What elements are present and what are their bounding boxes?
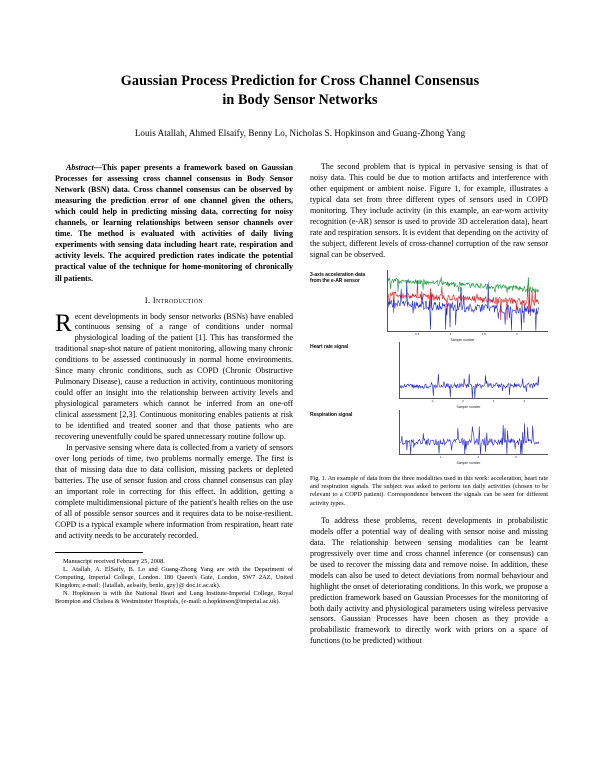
abstract-lead-label: Abstract— — [66, 163, 102, 173]
right-paragraph-1: The second problem that is typical in pervasive sensing is that of noisy data. This could be due to motion artifacts and interference with other equipment or ambient noise. Figure 1, for example, illustrates a typical data set from three different types of sensors used in COPD monitoring. They include activity (in this example, an ear-worn activity recognition (e-AR) sensor is used to provide 3D acceleration data), heart rate and respiration sensors. It is evident that depending on the activity of the subject, different levels of cross-channel corruption of the raw sensor signal can be observed. — [310, 162, 548, 260]
abstract-text: This paper presents a framework based on Gaussian Processes for assessing cross channel consensus in Body Sensor Network (BSN) data. Cross channel consensus can be observed by measuring the prediction error of one channel given the others, which could help in predicting missing data, correcting for noisy channels, or learning relationships between sensor channels over time. The method is evaluated with activities of daily living experiments with sensing data including heart rate, respiration and activity levels. The acquired prediction rates indicate the potential practical value of the technique for home-monitoring of chronically ill patients. — [55, 163, 293, 283]
x-axis-label-acceleration: Sample number — [450, 337, 475, 342]
right-column — [310, 162, 548, 647]
x-axis-label-respiration: Sample number — [456, 460, 481, 465]
figure-panel-acceleration — [310, 270, 548, 342]
y-ticks-respiration — [399, 410, 400, 454]
figure-1 — [310, 270, 548, 508]
figure-panel-heart-rate — [310, 342, 548, 409]
figure-panel-respiration — [310, 410, 548, 465]
acceleration-traces — [388, 270, 539, 332]
title-line-2: in Body Sensor Networks — [222, 92, 378, 109]
x-ticks-acceleration: 0.5 1 1.5 2 — [415, 332, 518, 337]
plot-heart-rate — [399, 342, 548, 399]
right-paragraph-2: To address these problems, recent developments in probabilistic models offer a potential way of dealing with sensor noise and missing data. The relationship between sensing modalities can be learnt progressively over time and cross channel inference (or consensus) can be used to recover the missing data and remove noise. In addition, these models can also be used to detect deviations from normal behaviour and highlight the onset of deteriorating conditions. In this work, we propose a prediction framework based on Gaussian Processes for the monitoring of both daily activity and physiological parameters using wireless pervasive sensors. Gaussian Processes have been chosen as they provide a probabilistic framework to directly work with priors on a space of functions (to be predicted) without — [310, 515, 548, 646]
section-heading-introduction: I. Introduction — [144, 295, 204, 305]
title-line-1: Gaussian Process Prediction for Cross Channel Consensus — [120, 73, 480, 89]
left-column — [55, 162, 293, 606]
panel-label-respiration: Respiration signal — [310, 412, 353, 419]
footnote-affiliation-1: L. Atallah, A. ElSaify, B. Lo and Guang-Zhong Yang are with the Department of Computing, Imperial College, London. 180 Queen's Gate, London, SW7 2AZ, United Kingdom; e-mail: {latallah, aelsaify, benlo, gzy}@ doc.ic.ac.uk). — [55, 565, 293, 590]
abstract-block — [55, 162, 293, 283]
plot-respiration — [399, 410, 548, 455]
page-title — [55, 72, 545, 110]
panel-label-acceleration: 3-axis acceleration data from the e-AR sensor — [310, 272, 366, 285]
respiration-trace — [400, 410, 539, 455]
author-list: Louis Atallah, Ahmed Elsaify, Benny Lo, Nicholas S. Hopkinson and Guang-Zhong Yang — [134, 128, 466, 139]
plot-acceleration — [387, 270, 548, 332]
x-axis-label-heart-rate: Sample number — [456, 404, 481, 409]
intro-paragraph-1-text: ecent developments in body sensor networks (BSNs) have enabled continuous sensing of a range of conditions under normal physiological loading of the patient [1]. This has transformed the traditional snap-shot nature of patient monitoring, allowing many chronic conditions to be assessed continuously in normal home environments. Since many chronic conditions, such as COPD (Chronic Obstructive Pulmonary Disease), cause a reduction in activity, continuous monitoring could offer an insight into the relationship between activity levels and physiological parameters which cannot be inferred from an one-off clinical assessment [2,3]. Continuous monitoring enables patients at risk to be identified and treated sooner and that those patients who are recovering uneventfully could be spared unnecessary routine follow up. — [55, 311, 293, 442]
plot-wrap-heart-rate — [376, 342, 548, 409]
footnote-manuscript-date: Manuscript received February 25, 2008. — [63, 557, 165, 565]
x-ticks-respiration: 1 2 3 — [439, 455, 517, 460]
intro-paragraph-2: In pervasive sensing where data is collected from a variety of sensors over long periods of time, two problems normally emerge. The first is that of missing data due to data collision, missing packets or depleted batteries. The use of sensor fusion and cross channel consensus can play an important role in correcting for this effect. In addition, getting a complete multidimensional picture of the patient's health relies on the use of all of possible sensor sources and it requires data to be noise-resilient. COPD is a typical example where information from respiration, heart rate and activity needs to be accurately recorded. — [55, 443, 293, 540]
heart-rate-trace — [400, 342, 539, 399]
footnote-block — [55, 558, 293, 607]
figure-1-plots — [310, 270, 548, 468]
two-column-body — [55, 162, 548, 647]
plot-wrap-acceleration — [376, 270, 548, 342]
plot-wrap-respiration — [376, 410, 548, 465]
figure-1-caption: Fig. 1. An example of data from the three modalities used in this work: acceleration, heart rate and respiration signals. The subject was asked to perform ten daily activities (chosen to be relevant to a COPD patient). Correspondence between the signals can be seen for different activity types. — [310, 475, 548, 507]
panel-label-heart-rate: Heart rate signal — [310, 344, 349, 351]
intro-paragraph-1 — [55, 309, 293, 444]
footnote-divider — [55, 552, 143, 553]
drop-cap-letter: R — [55, 309, 72, 337]
x-ticks-heart-rate: 1 2 3 4 — [431, 399, 525, 404]
y-ticks-heart-rate — [399, 342, 400, 398]
footnote-affiliation-2: N. Hopkinson is with the National Heart and Lung Institute-Imperial College, Royal Brompton and Chelsea & Westminster Hospitals, (e-mail: n.hopkinson@imperial.ac.uk). — [55, 590, 293, 606]
